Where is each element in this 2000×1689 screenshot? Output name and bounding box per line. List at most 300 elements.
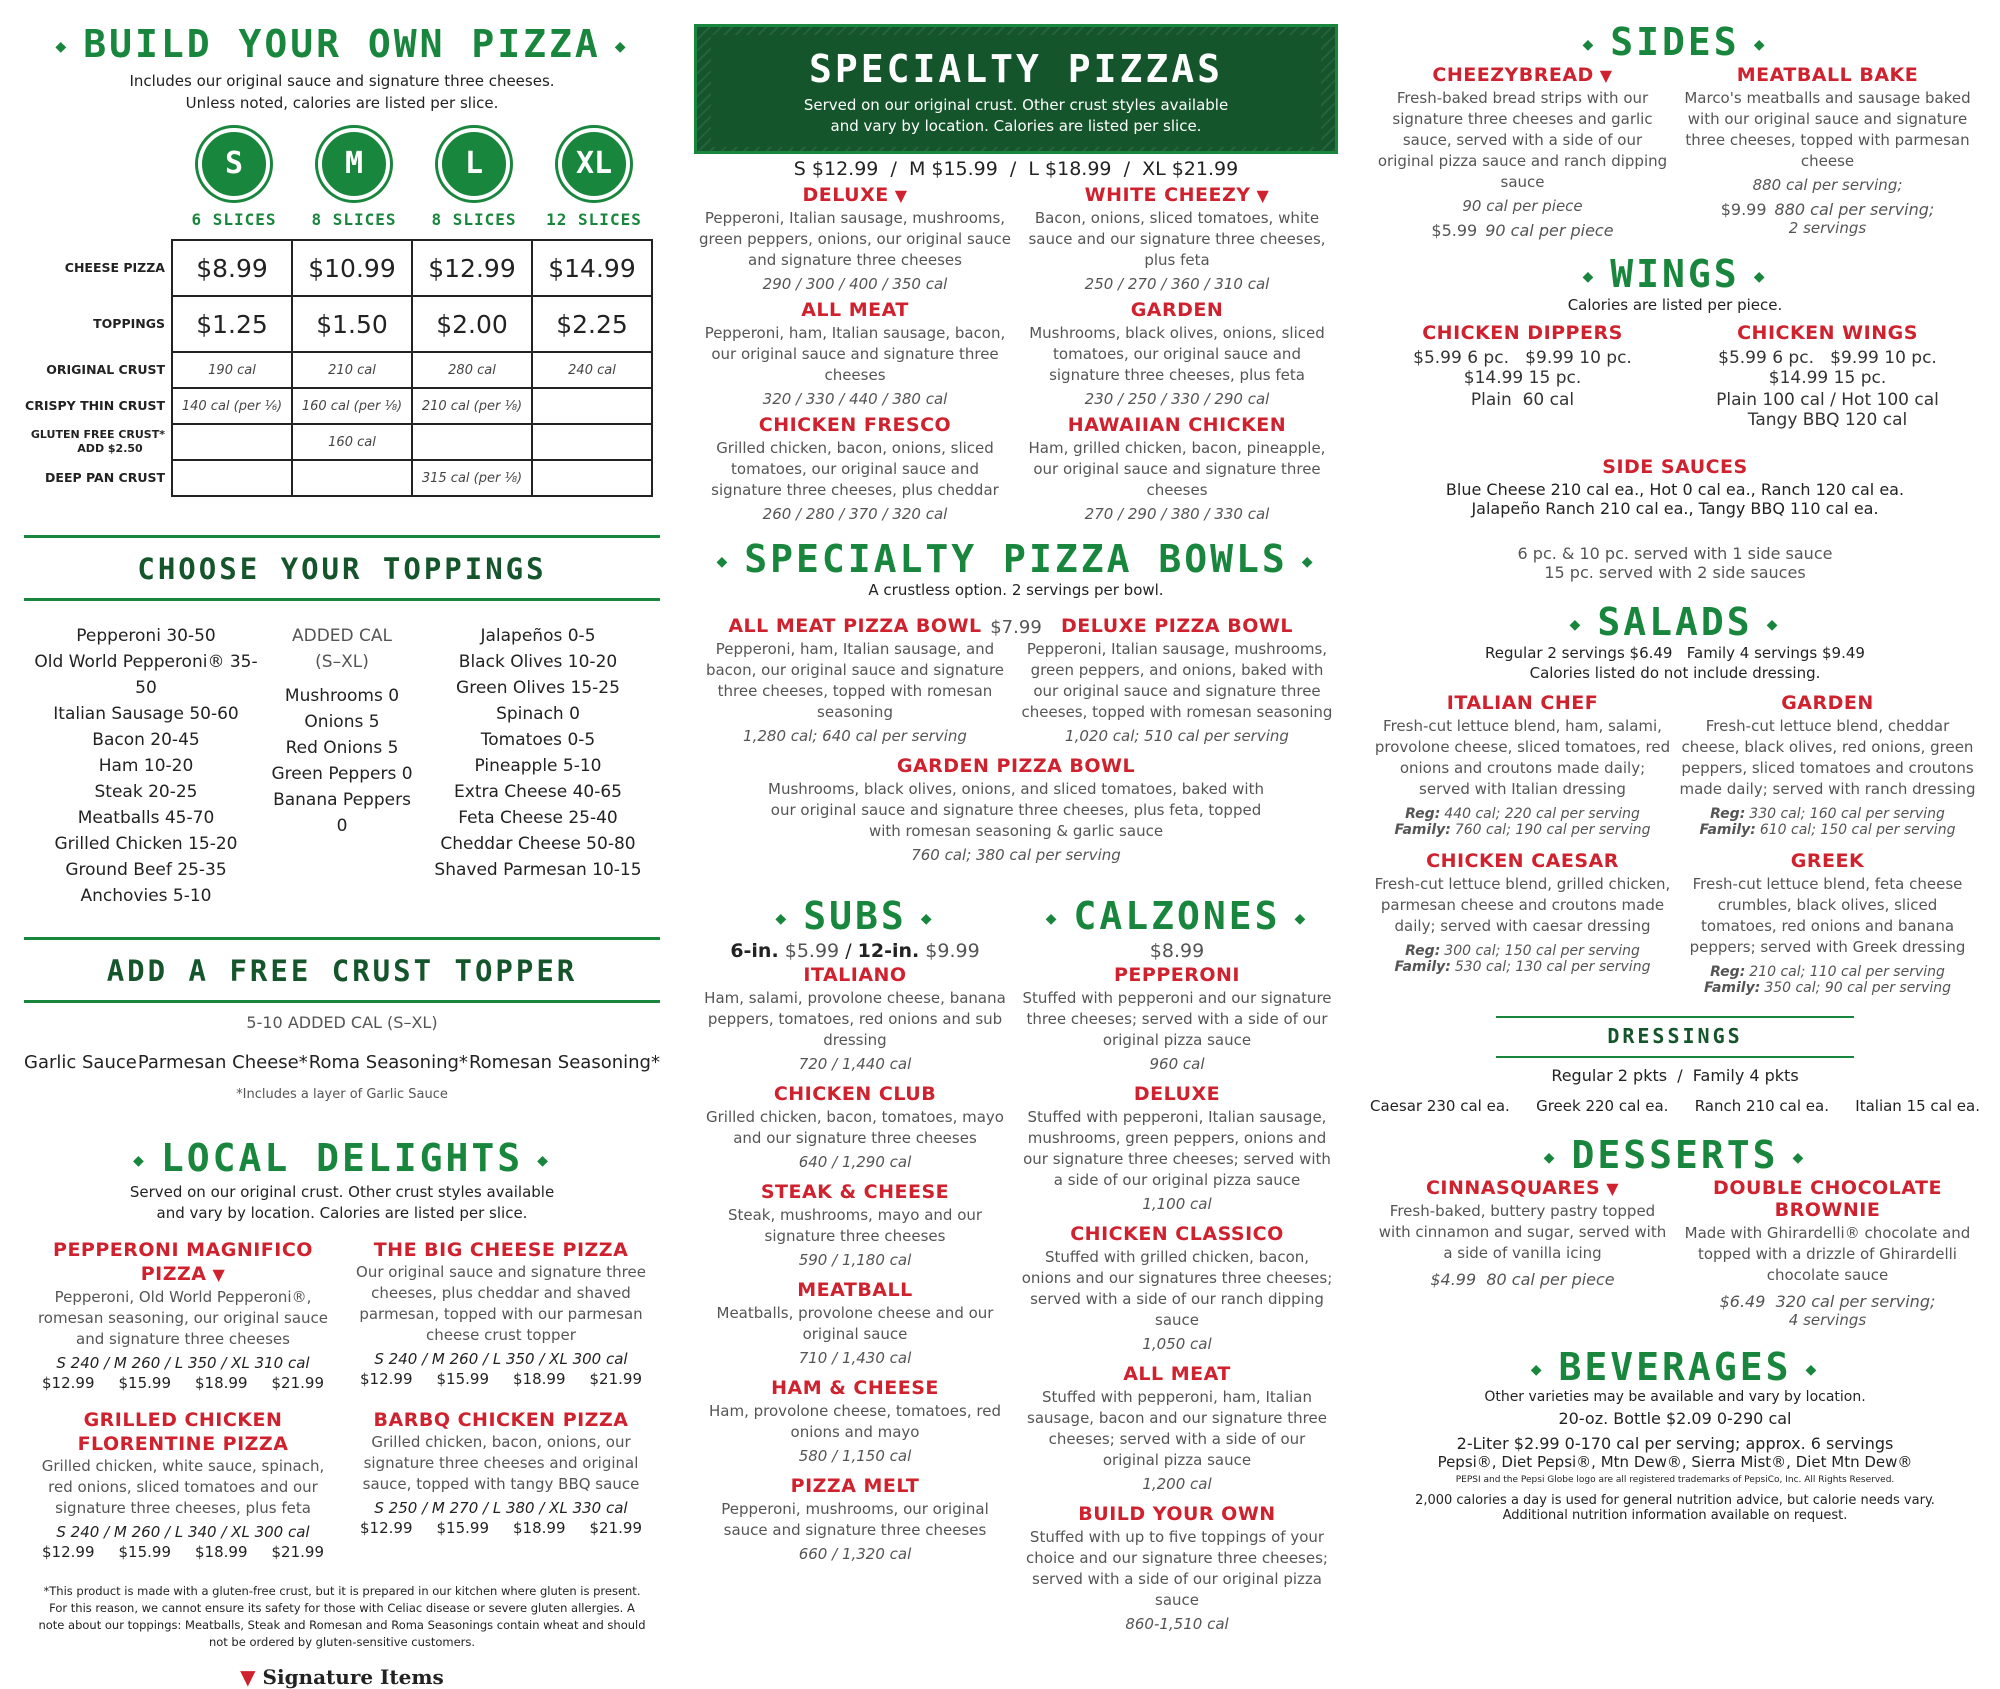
item-name-text: BARBQ CHICKEN PIZZA: [373, 1409, 629, 1431]
wings-title-text: WINGS: [1610, 252, 1740, 296]
byo-sub2: Unless noted, calories are listed per slice.: [185, 94, 499, 112]
beverages-title: ◆ BEVERAGES ◆: [1530, 1345, 1820, 1389]
calzones-section: [1016, 894, 1338, 1633]
item-desc: Stuffed with pepperoni, Italian sausage, mushrooms, green peppers, onions and our signature three cheeses; served with a side of our original pizza sauce: [1023, 1108, 1331, 1189]
calories: 90 cal per piece: [1485, 221, 1614, 240]
price: $15.99: [436, 1519, 489, 1537]
subs-prices: 6-in. $5.99 / 12-in. $9.99: [730, 940, 980, 962]
calzones-items: [1016, 964, 1338, 1633]
dressing-item: Ranch 210 cal ea.: [1694, 1097, 1829, 1115]
price: $9.99: [1720, 200, 1767, 219]
item-cal: 760 cal; 380 cal per serving: [911, 846, 1121, 864]
topping-item: Cheddar Cheese 50-80: [440, 834, 636, 854]
topper-item: Romesan Seasoning*: [468, 1052, 660, 1073]
item-name-text: HAWAIIAN CHICKEN: [1067, 414, 1287, 436]
size-circles: [174, 128, 660, 229]
reg-label: Reg:: [1710, 806, 1746, 822]
price: $18.99: [513, 1519, 566, 1537]
item-cal: S 240 / M 260 / L 350 / XL 310 cal: [56, 1354, 310, 1372]
reg-label: Reg:: [1405, 806, 1441, 822]
menu-item: [1370, 850, 1675, 996]
topper-item: Roma Seasoning*: [308, 1052, 468, 1073]
reg-label: Reg:: [1710, 964, 1746, 980]
table-cell: [292, 460, 412, 496]
item-cal: 290 / 300 / 400 / 350 cal: [762, 275, 948, 293]
item-name-text: PEPPERONI: [1114, 964, 1240, 986]
price: $18.99: [195, 1543, 248, 1561]
size-option: [414, 128, 534, 229]
signature-legend: [24, 1665, 660, 1689]
item-name: [1679, 1177, 1976, 1221]
item-name-text: GREEK: [1790, 850, 1865, 872]
item-name: [348, 1408, 654, 1432]
signature-icon: ▼: [1256, 186, 1270, 205]
item-name-text: PEPPERONI MAGNIFICO PIZZA: [53, 1239, 313, 1285]
dressings-title: DRESSINGS: [1607, 1024, 1743, 1048]
byo-subtitle: [24, 70, 660, 114]
table-row: [24, 352, 652, 388]
price: $12.99: [42, 1543, 95, 1561]
table-row: [24, 296, 652, 352]
divider: [24, 937, 660, 940]
price: $18.99: [513, 1370, 566, 1388]
salad-reg-cal: [1374, 806, 1671, 822]
topping-item: Banana Peppers 0: [273, 790, 411, 836]
item-desc: Marco's meatballs and sausage baked with our original sauce and signature three cheeses, topped with parmesan cheese: [1684, 89, 1971, 170]
item-price: $6.49 320 cal per serving;: [1719, 1292, 1936, 1311]
item-prices: [30, 1543, 336, 1561]
item-name-text: THE BIG CHEESE PIZZA: [373, 1239, 629, 1261]
item-price: [1679, 200, 1976, 219]
beverages-brands: Pepsi®, Diet Pepsi®, Mtn Dew®, Sierra Mist®, Diet Mtn Dew®: [1437, 1453, 1913, 1471]
local-title: ◆ LOCAL DELIGHTS ◆: [133, 1136, 551, 1180]
topping-item: Mushrooms 0: [284, 686, 400, 706]
desserts-title: ◆ DESSERTS ◆: [1543, 1133, 1807, 1177]
bowls-garden: [694, 755, 1338, 864]
item-cal: 860-1,510 cal: [1125, 1615, 1229, 1633]
item-desc: Our original sauce and signature three cheeses, plus cheddar and shaved parmesan, topped with our parmesan cheese crust topper: [356, 1263, 646, 1344]
row-label: [24, 388, 172, 424]
wings-prices: $5.99 6 pc. $9.99 10 pc.: [1718, 348, 1937, 368]
column-middle: [694, 0, 1338, 1633]
item-desc: Pepperoni, mushrooms, our original sauce and signature three cheeses: [721, 1500, 989, 1539]
price: $15.99: [436, 1370, 489, 1388]
table-cell: $8.99: [172, 240, 292, 296]
item-desc: Fresh-baked bread strips with our signature three cheeses and garlic sauce, served with a side of our original pizza sauce and ranch dipping sauce: [1377, 89, 1668, 191]
bowls-price: $7.99: [990, 617, 1042, 638]
table-cell: 315 cal (per ⅛): [412, 460, 532, 496]
menu-item: [1016, 1083, 1338, 1213]
salads-items: [1370, 692, 1980, 996]
item-name-text: ALL MEAT: [1123, 1363, 1231, 1385]
local-items: [24, 1238, 660, 1561]
menu-item: [694, 414, 1016, 523]
family-label: Family:: [1703, 980, 1761, 996]
topping-item: Extra Cheese 40-65: [454, 782, 622, 802]
item-name-text: MEATBALL BAKE: [1736, 64, 1919, 86]
column-right: [1370, 0, 1980, 1523]
wings-name: CHICKEN WINGS: [1737, 322, 1918, 344]
item-cal: 260 / 280 / 370 / 320 cal: [762, 505, 948, 523]
subs-6in-price: $5.99: [784, 940, 840, 962]
topping-item: Green Peppers 0: [271, 764, 413, 784]
topping-item: Meatballs 45-70: [77, 808, 215, 828]
item-name-text: CHICKEN CLASSICO: [1070, 1223, 1284, 1245]
calzones-title: ◆ CALZONES ◆: [1045, 894, 1309, 938]
item-name: [1020, 184, 1334, 206]
topping-item: Anchovies 5-10: [80, 886, 212, 906]
size-slices: 12 SLICES: [546, 210, 642, 229]
item-name-text: CINNASQUARES: [1425, 1177, 1601, 1199]
item-desc: Pepperoni, ham, Italian sausage, bacon, our original sauce and signature three cheeses: [704, 324, 1006, 384]
item-name-text: GARDEN: [1130, 299, 1224, 321]
dippers-cal: Plain 60 cal: [1470, 390, 1575, 410]
item-desc: Mushrooms, black olives, onions, sliced tomatoes, our original sauce and signature three cheeses, plus feta: [1029, 324, 1325, 384]
item-cal: 90 cal per piece: [1462, 197, 1583, 215]
nutrition-note1: 2,000 calories a day is used for general nutrition advice, but calorie needs vary.: [1415, 1493, 1935, 1508]
nutrition-note2: Additional nutrition information available on request.: [1502, 1508, 1848, 1523]
table-cell: 160 cal (per ⅛): [292, 388, 412, 424]
menu-item: [1016, 414, 1338, 523]
item-desc: Meatballs, provolone cheese and our original sauce: [716, 1304, 994, 1343]
item-prices: [348, 1519, 654, 1537]
item-name: [30, 1238, 336, 1287]
side-sauces-line2: Jalapeño Ranch 210 cal ea., Tangy BBQ 110 cal ea.: [1471, 499, 1879, 518]
table-cell: $1.50: [292, 296, 412, 352]
item-cal: 1,050 cal: [1142, 1335, 1212, 1353]
item-cal: 1,280 cal; 640 cal per serving: [743, 727, 967, 745]
sides-items: [1370, 64, 1980, 240]
item-desc: Ham, salami, provolone cheese, banana peppers, tomatoes, red onions and sub dressing: [704, 989, 1006, 1049]
topper-item: Garlic Sauce: [24, 1052, 137, 1073]
item-name: [698, 414, 1012, 436]
topper-title: ADD A FREE CRUST TOPPER: [106, 954, 578, 988]
specialty-items: [694, 184, 1338, 523]
item-name: [1374, 692, 1671, 714]
byo-price-table: [24, 239, 653, 497]
menu-item: [1016, 964, 1338, 1073]
row-label-text: CHEESE PIZZA: [64, 260, 165, 275]
family-value: 350 cal; 90 cal per serving: [1764, 980, 1952, 996]
subs-title-text: SUBS: [803, 894, 907, 938]
calzones-title-text: CALZONES: [1073, 894, 1281, 938]
price: $15.99: [118, 1543, 171, 1561]
row-label: [24, 240, 172, 296]
price: $15.99: [118, 1374, 171, 1392]
subs-items: [694, 964, 1016, 1563]
salad-reg-cal: [1679, 806, 1976, 822]
item-name-text: CHICKEN CAESAR: [1426, 850, 1619, 872]
bowls-title: ◆ SPECIALTY PIZZA BOWLS ◆: [716, 537, 1316, 581]
item-cal: 590 / 1,180 cal: [798, 1251, 912, 1269]
item-name: [1020, 299, 1334, 321]
topping-item: Spinach 0: [496, 704, 580, 724]
byo-title: ◆ BUILD YOUR OWN PIZZA ◆: [55, 22, 629, 66]
salad-family-cal: [1679, 822, 1976, 838]
row-label: [24, 296, 172, 352]
sides-title: ◆ SIDES ◆: [1582, 20, 1768, 64]
price: $12.99: [360, 1519, 413, 1537]
item-name: [698, 299, 1012, 321]
price: $21.99: [271, 1374, 324, 1392]
menu-item: [1370, 1177, 1675, 1329]
item-desc: Pepperoni, Italian sausage, mushrooms, green peppers, onions, our original sauce and signature three cheeses: [699, 209, 1011, 269]
item-name: [1679, 692, 1976, 714]
subs-title: ◆ SUBS ◆: [775, 894, 935, 938]
item-price: $4.99 80 cal per piece: [1430, 1270, 1615, 1289]
item-desc: Fresh-cut lettuce blend, ham, salami, provolone cheese, sliced tomatoes, red onions and croutons made daily; served with Italian dressing: [1374, 717, 1671, 798]
item-desc: Pepperoni, ham, Italian sausage, and bacon, our original sauce and signature three cheeses, topped with romesan seasoning: [705, 640, 1005, 721]
item-name: [1679, 850, 1976, 872]
column-left: [24, 0, 660, 1689]
divider: [24, 535, 660, 538]
item-prices: [348, 1370, 654, 1388]
item-desc: Grilled chicken, bacon, onions, our signature three cheeses and original sauce, topped with tangy BBQ sauce: [362, 1433, 640, 1493]
table-cell: 140 cal (per ⅙): [172, 388, 292, 424]
table-cell: $1.25: [172, 296, 292, 352]
table-cell: 210 cal: [292, 352, 412, 388]
item-name-text: ITALIANO: [803, 964, 907, 986]
dippers-prices: $5.99 6 pc. $9.99 10 pc.: [1413, 348, 1632, 368]
table-row: [24, 460, 652, 496]
item-desc: Stuffed with up to five toppings of your choice and our signature three cheeses; served with a side of our original pizza sauce: [1026, 1528, 1328, 1609]
salad-family-cal: [1374, 959, 1671, 975]
family-label: Family:: [1394, 822, 1451, 838]
item-desc: Made with Ghirardelli® chocolate and topped with a drizzle of Ghirardelli chocolate sauce: [1684, 1224, 1971, 1284]
menu-item: [1675, 64, 1980, 240]
table-cell: [532, 460, 652, 496]
reg-label: Reg:: [1405, 943, 1441, 959]
beverages-legal: PEPSI and the Pepsi Globe logo are all registered trademarks of PepsiCo, Inc. All Rights Reserved.: [1455, 1475, 1895, 1485]
specialty-sub1: Served on our original crust. Other crust styles available: [803, 96, 1229, 114]
item-desc: Grilled chicken, bacon, tomatoes, mayo and our signature three cheeses: [706, 1108, 1004, 1147]
menu-item: [694, 1279, 1016, 1367]
menu-item: [1370, 692, 1675, 838]
size-slices: 6 SLICES: [191, 210, 277, 229]
item-cal: S 240 / M 260 / L 340 / XL 300 cal: [56, 1523, 310, 1541]
menu-item: [1016, 1223, 1338, 1353]
toppings-col-veg: [268, 623, 416, 909]
local-item: [24, 1408, 342, 1561]
topper-item: Parmesan Cheese*: [137, 1052, 308, 1073]
size-circle-icon: S: [198, 128, 270, 200]
wings-cal: Plain 100 cal / Hot 100 cal: [1716, 390, 1939, 410]
item-name: [1020, 1503, 1334, 1525]
row-label-text: DEEP PAN CRUST: [45, 470, 165, 485]
specialty-title: SPECIALTY PIZZAS: [808, 47, 1224, 91]
family-value: 760 cal; 190 cal per serving: [1454, 822, 1651, 838]
topping-item: Jalapeños 0-5: [480, 626, 596, 646]
dippers-prices-15: $14.99 15 pc.: [1463, 368, 1582, 388]
table-cell: 190 cal: [172, 352, 292, 388]
toppings-col-other: [416, 623, 660, 909]
wings-cal-bbq: Tangy BBQ 120 cal: [1747, 410, 1908, 430]
item-desc: Mushrooms, black olives, onions, and sliced tomatoes, baked with our original sauce and signature three cheeses, plus feta, topped with romesan seasoning & garlic sauce: [768, 780, 1264, 840]
signature-icon: ▼: [1599, 66, 1613, 85]
chicken-dippers: [1370, 322, 1675, 430]
item-name-text: ALL MEAT: [801, 299, 909, 321]
signature-icon: ▼: [894, 186, 908, 205]
salad-family-cal: [1679, 980, 1976, 996]
menu-item: [1675, 850, 1980, 996]
local-sub2: and vary by location. Calories are listed per slice.: [156, 1204, 528, 1222]
specialty-sub2: and vary by location. Calories are listed per slice.: [830, 117, 1202, 135]
sides-title-text: SIDES: [1610, 20, 1740, 64]
topping-item: Bacon 20-45: [92, 730, 200, 750]
item-name: [30, 1408, 336, 1456]
table-cell: $12.99: [412, 240, 532, 296]
table-cell: 280 cal: [412, 352, 532, 388]
topping-item: Shaved Parmesan 10-15: [434, 860, 642, 880]
item-cal: 960 cal: [1149, 1055, 1205, 1073]
item-desc: Grilled chicken, bacon, onions, sliced tomatoes, our original sauce and signature three cheeses, plus cheddar: [711, 439, 999, 499]
salad-reg-cal: [1679, 964, 1976, 980]
topping-item: Grilled Chicken 15-20: [54, 834, 238, 854]
size-circle-icon: XL: [558, 128, 630, 200]
price: $21.99: [589, 1370, 642, 1388]
row-label-text: ORIGINAL CRUST: [46, 362, 165, 377]
topping-item: Feta Cheese 25-40: [458, 808, 618, 828]
item-cal: 880 cal per serving;: [1752, 176, 1903, 194]
dressing-item: Italian 15 cal ea.: [1855, 1097, 1980, 1115]
item-cal: 1,100 cal: [1142, 1195, 1212, 1213]
item-name-text: STEAK & CHEESE: [760, 1181, 950, 1203]
subs-12in-price: $9.99: [925, 940, 980, 962]
divider: [24, 1000, 660, 1003]
row-label: [24, 460, 172, 496]
item-price: [1374, 221, 1671, 240]
dippers-name: CHICKEN DIPPERS: [1422, 322, 1623, 344]
item-desc: Pepperoni, Italian sausage, mushrooms, green peppers, and onions, baked with our original sauce and signature three cheeses, topped with romesan seasoning: [1021, 640, 1333, 721]
item-name-text: DELUXE: [1133, 1083, 1221, 1105]
item-name: [1374, 64, 1671, 86]
beverages-subtitle: Other varieties may be available and vary by location.: [1484, 1389, 1866, 1405]
menu-item: [694, 1083, 1016, 1171]
item-name: [1020, 1083, 1334, 1105]
salads-title-text: SALADS: [1597, 600, 1753, 644]
byo-sub1: Includes our original sauce and signature three cheeses.: [129, 72, 555, 90]
wings-note1: 6 pc. & 10 pc. served with 1 side sauce: [1517, 544, 1833, 563]
salads-sizes: Regular 2 servings $6.49 Family 4 servings $9.49: [1485, 644, 1865, 662]
item-name-text: CHICKEN CLUB: [773, 1083, 937, 1105]
menu-item: [694, 1475, 1016, 1563]
bowls-subtitle: A crustless option. 2 servings per bowl.: [868, 581, 1164, 599]
dressings-items: [1370, 1097, 1980, 1115]
item-name: [1020, 1363, 1334, 1385]
topper-items: [24, 1052, 660, 1073]
topping-item: Onions 5: [304, 712, 380, 732]
table-cell: $10.99: [292, 240, 412, 296]
table-cell: [532, 388, 652, 424]
dressing-item: Greek 220 cal ea.: [1536, 1097, 1669, 1115]
item-desc: Bacon, onions, sliced tomatoes, white sauce and our signature three cheeses, plus feta: [1028, 209, 1326, 269]
topping-item: Pepperoni 30-50: [76, 626, 216, 646]
item-desc: Stuffed with grilled chicken, bacon, onions and our signatures three cheeses; served with a side of our ranch dipping sauce: [1021, 1248, 1333, 1329]
item-cal: S 250 / M 270 / L 380 / XL 330 cal: [374, 1499, 628, 1517]
item-name-text: GARDEN: [1781, 692, 1874, 714]
topping-item: Ham 10-20: [98, 756, 194, 776]
item-cal: 720 / 1,440 cal: [798, 1055, 912, 1073]
item-cal: 660 / 1,320 cal: [798, 1545, 912, 1563]
signature-icon: ▼: [1606, 1179, 1619, 1198]
family-label: Family:: [1394, 959, 1451, 975]
servings: 2 servings: [1788, 219, 1867, 237]
item-cal: 1,200 cal: [1142, 1475, 1212, 1493]
item-cal: 710 / 1,430 cal: [798, 1349, 912, 1367]
subs-6in-label: 6-in.: [730, 940, 779, 962]
topper-cal: 5-10 ADDED CAL (S–XL): [246, 1013, 438, 1032]
item-cal: 640 / 1,290 cal: [798, 1153, 912, 1171]
item-desc: Fresh-cut lettuce blend, cheddar cheese, black olives, red onions, green peppers, sliced tomatoes and croutons made daily; served with ranch dressing: [1679, 717, 1976, 798]
item-name-text: DOUBLE CHOCOLATE BROWNIE: [1713, 1177, 1942, 1221]
table-cell: $14.99: [532, 240, 652, 296]
menu-item: [1016, 299, 1338, 408]
menu-item: [694, 755, 1338, 864]
local-item: [24, 1238, 342, 1392]
menu-item: [1016, 1503, 1338, 1633]
desserts-items: [1370, 1177, 1980, 1329]
table-row: [24, 388, 652, 424]
topping-item: Ground Beef 25-35: [65, 860, 227, 880]
servings: 4 servings: [1788, 1311, 1867, 1329]
size-slices: 8 SLICES: [431, 210, 517, 229]
local-sub1: Served on our original crust. Other crust styles available: [129, 1183, 555, 1201]
item-name: [1020, 1223, 1334, 1245]
size-option: [174, 128, 294, 229]
item-cal: 320 / 330 / 440 / 380 cal: [762, 390, 948, 408]
item-name: [698, 1475, 1012, 1497]
topping-item: Italian Sausage 50-60: [53, 704, 239, 724]
side-sauces-line1: Blue Cheese 210 cal ea., Hot 0 cal ea., Ranch 120 cal ea.: [1445, 480, 1905, 499]
byo-title-text: BUILD YOUR OWN PIZZA: [83, 22, 601, 66]
reg-value: 330 cal; 160 cal per serving: [1749, 806, 1945, 822]
item-name-text: WHITE CHEEZY: [1084, 184, 1251, 206]
item-prices: [30, 1374, 336, 1392]
item-name: [698, 964, 1012, 986]
menu-item: [694, 1377, 1016, 1465]
family-value: 610 cal; 150 cal per serving: [1759, 822, 1956, 838]
signature-icon: ▼: [240, 1665, 256, 1689]
item-name-text: GRILLED CHICKEN FLORENTINE PIZZA: [77, 1409, 289, 1455]
specialty-banner: [694, 24, 1338, 154]
item-name: [1374, 1177, 1671, 1199]
table-row: [24, 240, 652, 296]
item-name: [1020, 414, 1334, 436]
specialty-subtitle: [711, 95, 1321, 137]
local-item: [342, 1408, 660, 1561]
item-cal: 1,020 cal; 510 cal per serving: [1065, 727, 1289, 745]
salads-title: ◆ SALADS ◆: [1569, 600, 1781, 644]
menu-item: [694, 184, 1016, 293]
added-cal-range: (S–XL): [315, 652, 369, 672]
table-cell: [172, 424, 292, 460]
signature-icon: ▼: [212, 1265, 226, 1284]
toppings-list: [24, 623, 660, 909]
menu-item: [1016, 184, 1338, 293]
subs-calzones: [694, 894, 1338, 1633]
signature-legend-label: Signature Items: [262, 1665, 444, 1689]
bowls-title-text: SPECIALTY PIZZA BOWLS: [744, 537, 1288, 581]
gluten-footnote: *This product is made with a gluten-free crust, but it is prepared in our kitchen where gluten is present. For this reason, we cannot ensure its safety for those with Celiac disease or severe gluten allergies. A note about our toppings: Meatballs, Steak and Romesan and Roma Seasonings contain wheat and should not be ordered by gluten-sensitive customers.: [38, 1584, 646, 1649]
dressing-item: Caesar 230 cal ea.: [1370, 1097, 1510, 1115]
item-name-text: CHEEZYBREAD: [1432, 64, 1594, 86]
reg-value: 210 cal; 110 cal per serving: [1749, 964, 1945, 980]
item-cal: 230 / 250 / 330 / 290 cal: [1084, 390, 1270, 408]
reg-value: 300 cal; 150 cal per serving: [1444, 943, 1640, 959]
item-name: [348, 1238, 654, 1262]
salad-family-cal: [1374, 822, 1671, 838]
topping-item: Tomatoes 0-5: [480, 730, 596, 750]
